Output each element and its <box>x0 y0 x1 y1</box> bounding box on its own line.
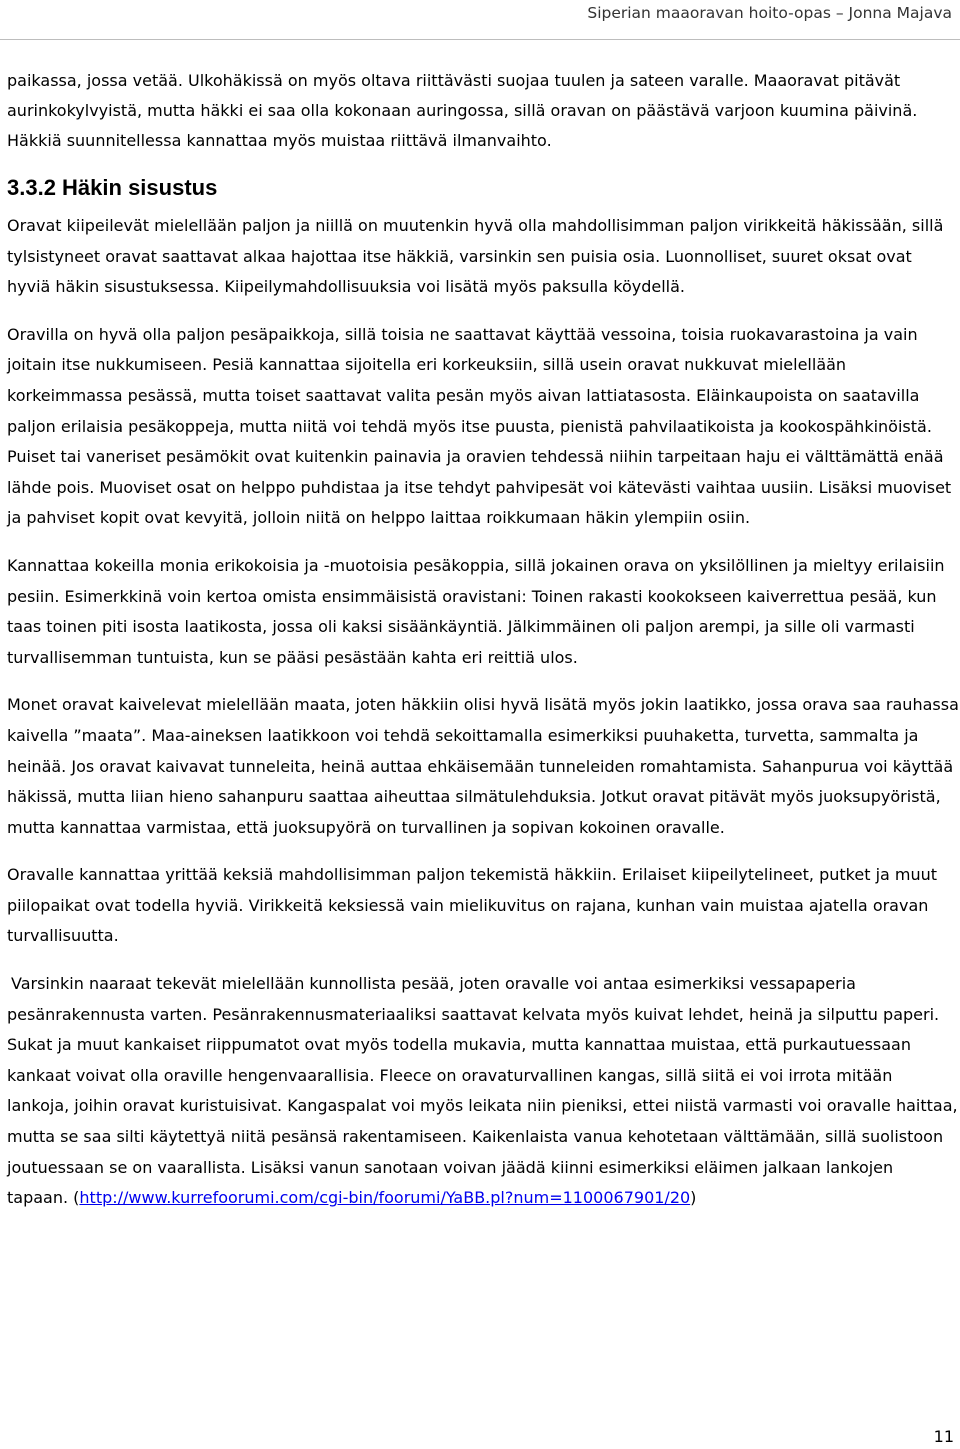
paragraph-nests: Oravilla on hyvä olla paljon pesäpaikkoja, sillä toisia ne saattavat käyttää vessoina, toisia ruokavarastoina ja vain joitain itse nukkumiseen. Pesiä kannattaa sijoitella eri korkeuksiin, sillä usein oravat nukkuvat mielellään korkeimmassa pesässä, mutta toiset saattavat valita pesän myös aivan lattiatasosta. Eläinkaupoista on saatavilla paljon erilaisia pesäkoppeja, mutta niitä voi tehdä myös itse puusta, pienistä pahvilaatikoista ja kookospähkinöistä. Puiset tai vaneriset pesämökit ovat kuitenkin painavia ja oravien tehdessä niihin tarpeitaan haju ei välttämättä enää lähde pois. Muoviset osat on helppo puhdistaa ja itse tehdyt pahvipesät voi kätevästi vaihtaa uusiin. Lisäksi muoviset ja pahviset kopit ovat kevyitä, jolloin niitä on helppo laittaa roikkumaan häkin ylempiin osiin. <box>7 324 952 528</box>
document-body <box>7 66 959 1231</box>
paragraph-climbing: Oravat kiipeilevät mielellään paljon ja niillä on muutenkin hyvä olla mahdollisimman paljon virikkeitä häkissään, sillä tylsistyneet oravat saattavat alkaa hajottaa itse häkkiä, varsinkin sen puisia osia. Luonnolliset, suuret oksat ovat hyviä häkin sisustuksessa. Kiipeilymahdollisuuksia voi lisätä myös paksulla köydellä. <box>7 216 944 297</box>
running-header: Siperian maaoravan hoito-opas – Jonna Majava <box>587 4 952 22</box>
intro-paragraph: paikassa, jossa vetää. Ulkohäkissä on myös oltava riittävästi suojaa tuulen ja sateen varalle. Maaoravat pitävät aurinkokylvyistä, mutta häkki ei saa olla kokonaan auringossa, sillä oravan on päästävä varjoon kuumina päivinä. Häkkiä suunnitellessa kannattaa myös muistaa riittävä ilmanvaihto. <box>7 71 918 150</box>
paragraph-digging: Monet oravat kaivelevat mielellään maata, joten häkkiin olisi hyvä lisätä myös jokin laatikko, jossa orava saa rauhassa kaivella ”maata”. Maa-aineksen laatikkoon voi tehdä sekoittamalla esimerkiksi puuhaketta, turvetta, sammalta ja heinää. Jos oravat kaivavat tunneleita, heinä auttaa ehkäisemään tunneleiden romahtamista. Sahanpurua voi käyttää häkissä, mutta liian hieno sahanpuru saattaa aiheuttaa silmätulehduksia. Jotkut oravat pitävät myös juoksupyöristä, mutta kannattaa varmistaa, että juoksupyörä on turvallinen ja sopivan kokoinen oravalle. <box>7 695 959 837</box>
paragraph-nesting-materials <box>7 969 959 1214</box>
paragraph-enrichment: Oravalle kannattaa yrittää keksiä mahdollisimman paljon tekemistä häkkiin. Erilaiset kiipeilytelineet, putket ja muut piilopaikat ovat todella hyviä. Virikkeitä keksiessä vain mielikuvitus on rajana, kunhan vain muistaa ajatella oravan turvallisuutta. <box>7 865 938 946</box>
paragraph-nest-variety: Kannattaa kokeilla monia erikokoisia ja -muotoisia pesäkoppia, sillä jokainen orava on yksilöllinen ja mieltyy erilaisiin pesiin. Esimerkkinä voin kertoa omista ensimmäisistä oravistani: Toinen rakasti kookokseen kaiverrettua pesää, kun taas toinen piti isosta laatikosta, jossa oli kaksi sisäänkäyntiä. Jälkimmäinen oli paljon arempi, ja sille oli varmasti turvallisemman tuntuista, kun se pääsi pesästään kahta eri reittiä ulos. <box>7 555 945 667</box>
closing-parenthesis: ) <box>690 1188 697 1208</box>
forum-link[interactable]: http://www.kurrefoorumi.com/cgi-bin/foorumi/YaBB.pl?num=1100067901/20 <box>79 1188 691 1208</box>
page-number: 11 <box>933 1427 954 1446</box>
header-divider <box>0 39 960 40</box>
section-heading: 3.3.2 Häkin sisustus <box>7 175 218 200</box>
nesting-materials-text: Varsinkin naaraat tekevät mielellään kunnollista pesää, joten oravalle voi antaa esimerkiksi vessapaperia pesänrakennusta varten. Pesänrakennusmateriaaliksi saattavat kelvata myös kuivat lehdet, heinä ja silputtu paperi. Sukat ja muut kankaiset riippumatot ovat myös todella mukavia, mutta kannattaa muistaa, että purkautuessaan kankaat voivat olla oraville hengenvaarallisia. Fleece on oravaturvallinen kangas, sillä siitä ei voi irrota mitään lankoja, joihin oravat kuristuisivat. Kangaspalat voi myös leikata niin pieniksi, ettei niistä varmasti voi oravalle haittaa, mutta se saa silti käytettyä niitä pesänsä rakentamiseen. Kaikenlaista vanua kehotetaan välttämään, sillä suolistoon joutuessaan se on vaarallista. Lisäksi vanun sanotaan voivan jäädä kiinni esimerkiksi eläimen jalkaan lankojen tapaan. ( <box>7 974 958 1208</box>
